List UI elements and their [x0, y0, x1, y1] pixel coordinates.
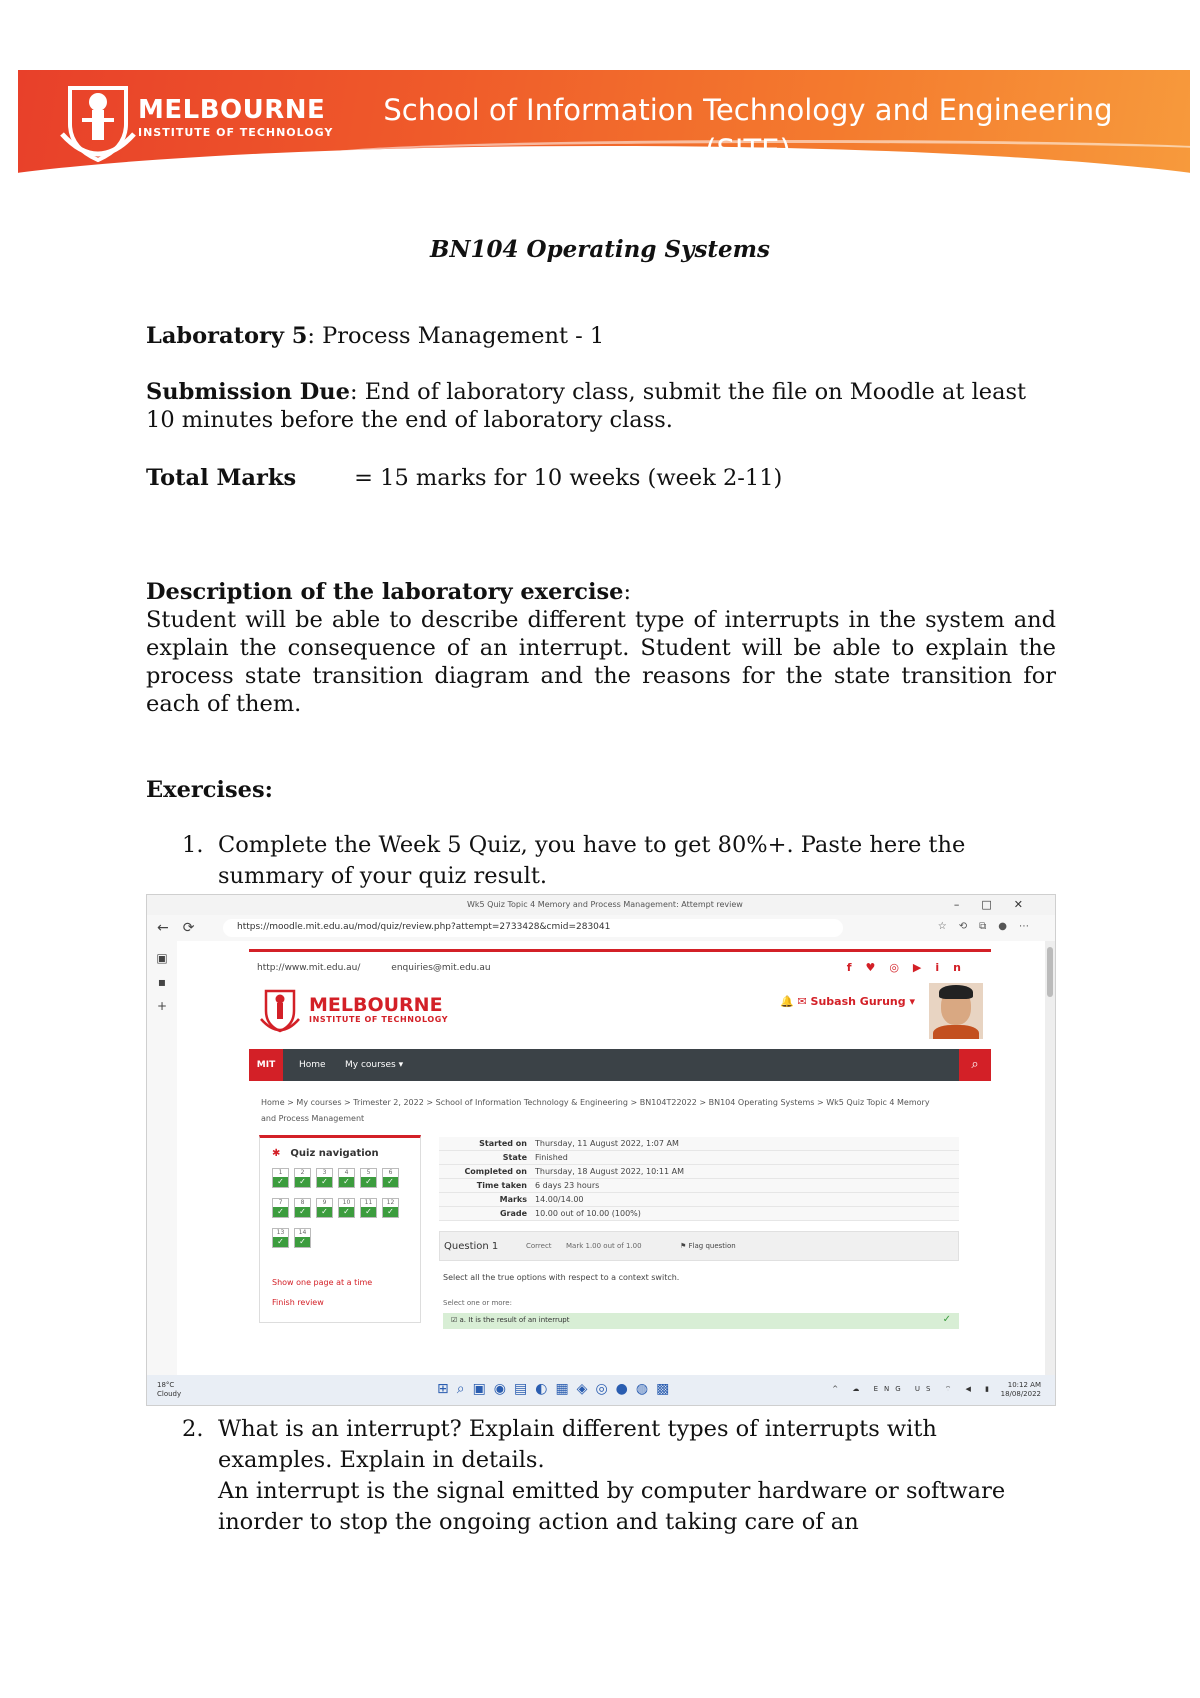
summary-key: Time taken [476, 1181, 527, 1190]
bookmark-icon: ▪ [157, 975, 167, 989]
quiz-result-screenshot [146, 894, 1056, 1406]
asterisk-icon: ✱ [272, 1148, 281, 1159]
question-number: Question 1 [444, 1241, 499, 1252]
checkmark-icon: ✓ [273, 1237, 288, 1247]
mit-crest-logo [56, 78, 140, 166]
quiz-question-button: 11 ✓ [360, 1198, 377, 1218]
description-label: Description of the laboratory exercise [146, 579, 624, 605]
description-colon: : [623, 579, 632, 605]
search-icon: ⌕ [959, 1049, 991, 1081]
question-header [439, 1231, 959, 1261]
language-indicator: ENG US [873, 1385, 937, 1393]
user-menu: 🔔 ✉ Subash Gurung ▾ [779, 995, 915, 1008]
clock-time: 10:12 AM [1007, 1381, 1041, 1389]
summary-row [439, 1207, 959, 1221]
checkmark-icon: ✓ [295, 1177, 310, 1187]
checkmark-icon: ✓ [295, 1207, 310, 1217]
quiz-question-button: 7 ✓ [272, 1198, 289, 1218]
avatar [929, 983, 983, 1039]
flag-question: ⚑ Flag question [680, 1242, 736, 1250]
clock-date: 18/08/2022 [1000, 1390, 1041, 1398]
browser-toolbar-icons: ☆⟲⧉●⋯ [937, 921, 1041, 932]
summary-value: 6 days 23 hours [535, 1181, 600, 1190]
quiz-nav-title [272, 1148, 379, 1159]
marks-label: Total Marks [146, 465, 297, 491]
description-section [146, 578, 1056, 718]
user-name: Subash Gurung [810, 995, 906, 1008]
checkmark-icon: ✓ [383, 1207, 398, 1217]
quiz-question-button: 14 ✓ [294, 1228, 311, 1248]
list-item [146, 1414, 1056, 1538]
summary-row [439, 1179, 959, 1193]
mit-crest-logo-small [259, 987, 301, 1037]
taskbar-clock [1001, 1381, 1041, 1399]
summary-key: Marks [499, 1195, 527, 1204]
checkmark-icon: ✓ [361, 1207, 376, 1217]
plus-icon: + [156, 999, 168, 1013]
website-link: http://www.mit.edu.au/ [257, 963, 361, 973]
header-banner [18, 70, 1190, 176]
summary-value: Thursday, 18 August 2022, 10:11 AM [535, 1167, 684, 1176]
logo-line-2: INSTITUTE OF TECHNOLOGY [138, 126, 334, 139]
quiz-question-button: 8 ✓ [294, 1198, 311, 1218]
summary-key: Started on [479, 1139, 527, 1148]
logo-line-1: MELBOURNE [138, 95, 326, 125]
window-controls: –□✕ [953, 898, 1045, 911]
list-item-text: What is an interrupt? Explain different types of interrupts with examples. Explain in details. [218, 1416, 937, 1473]
answer-option-a-text: a. It is the result of an interrupt [459, 1316, 570, 1324]
moodle-wordmark [309, 995, 448, 1024]
checkmark-icon: ✓ [339, 1177, 354, 1187]
browser-address-bar [147, 915, 1055, 941]
list-item [146, 830, 1056, 892]
browser-titlebar [147, 895, 1055, 915]
moodle-logo-line-2: INSTITUTE OF TECHNOLOGY [309, 1015, 449, 1024]
quiz-question-button: 6 ✓ [382, 1168, 399, 1188]
nav-home: Home [299, 1060, 326, 1070]
summary-row [439, 1193, 959, 1207]
url-field: https://moodle.mit.edu.au/mod/quiz/review.php?attempt=2733428&cmid=283041 [223, 919, 843, 937]
checkmark-icon: ✓ [383, 1177, 398, 1187]
lab-title [146, 322, 1056, 350]
submission-due [146, 378, 1056, 434]
moodle-navbar [249, 1049, 991, 1081]
summary-key: Grade [499, 1209, 527, 1218]
lab-label: Laboratory 5 [146, 323, 308, 349]
browser-sidebar [147, 941, 177, 1375]
answer-text: An interrupt is the signal emitted by computer hardware or software inorder to stop the ongoing action and taking care of an [218, 1478, 1006, 1535]
exercises-heading-text: Exercises: [146, 777, 273, 803]
system-tray: ^ ☁ ENG US ⌔ ◀ ▮ [832, 1385, 995, 1393]
checkmark-icon: ✓ [273, 1207, 288, 1217]
moodle-page [177, 941, 1045, 1375]
list-item-text: Complete the Week 5 Quiz, you have to get 80%+. Paste here the summary of your quiz result. [218, 832, 966, 889]
back-refresh-icons: ←⟳ [157, 920, 209, 936]
top-red-line [249, 949, 991, 952]
checkmark-icon: ✓ [317, 1177, 332, 1187]
question-text: Select all the true options with respect to a context switch. [443, 1273, 680, 1282]
quiz-question-button: 2 ✓ [294, 1168, 311, 1188]
email-link: enquiries@mit.edu.au [391, 963, 491, 973]
windows-taskbar [147, 1375, 1055, 1405]
lab-text: : Process Management - 1 [307, 323, 605, 349]
quiz-question-button: 5 ✓ [360, 1168, 377, 1188]
checkmark-icon: ✓ [339, 1207, 354, 1217]
school-name-line-1: School of Information Technology and Engineering [383, 93, 1113, 127]
weather-temp: 18°C [157, 1381, 175, 1389]
summary-value: 10.00 out of 10.00 (100%) [535, 1209, 641, 1218]
select-hint: Select one or more: [443, 1299, 512, 1307]
social-icons: f♥◎▶in [846, 961, 975, 974]
summary-row [439, 1137, 959, 1151]
quiz-question-button: 9 ✓ [316, 1198, 333, 1218]
quiz-nav-title-text: Quiz navigation [290, 1148, 379, 1159]
summary-row [439, 1151, 959, 1165]
list-item-number: 1. [182, 832, 204, 858]
submission-label: Submission Due [146, 379, 350, 405]
nav-my-courses: My courses ▾ [345, 1060, 404, 1070]
nav-mit: MIT [249, 1049, 283, 1081]
scrollbar [1045, 941, 1055, 1375]
quiz-question-button: 12 ✓ [382, 1198, 399, 1218]
course-title: BN104 Operating Systems [430, 236, 770, 263]
summary-value: Thursday, 11 August 2022, 1:07 AM [535, 1139, 679, 1148]
checkmark-icon: ✓ [273, 1177, 288, 1187]
checkmark-icon: ✓ [942, 1314, 951, 1325]
contact-bar [257, 963, 519, 973]
quiz-question-button: 10 ✓ [338, 1198, 355, 1218]
checkmark-icon: ✓ [295, 1237, 310, 1247]
finish-review-link: Finish review [272, 1298, 324, 1307]
summary-value: Finished [535, 1153, 568, 1162]
moodle-logo-line-1: MELBOURNE [309, 994, 443, 1016]
tab-icon: ▣ [156, 951, 168, 965]
show-one-page-link: Show one page at a time [272, 1278, 373, 1287]
quiz-navigation-block [259, 1135, 421, 1323]
question-marks: Mark 1.00 out of 1.00 [566, 1242, 642, 1250]
question-status: Correct [526, 1242, 552, 1250]
exercises-heading [146, 776, 1056, 804]
window-title: Wk5 Quiz Topic 4 Memory and Process Management: Attempt review [467, 900, 743, 909]
checkmark-icon: ✓ [361, 1177, 376, 1187]
mit-wordmark [138, 96, 333, 139]
description-text: Student will be able to describe different type of interrupts in the system and explain the consequence of an interrupt. Student will be able to explain the process state transition diagram and the reasons for the state transition for each of them. [146, 607, 1056, 717]
quiz-question-button: 1 ✓ [272, 1168, 289, 1188]
attempt-summary-table [439, 1137, 959, 1221]
checkmark-icon: ✓ [317, 1207, 332, 1217]
answer-option-a: ☑ a. It is the result of an interrupt ✓ [443, 1313, 959, 1329]
taskbar-app-icons: ⊞⌕▣◉▤◐▦◈◎●◍▩ [437, 1381, 678, 1397]
marks-text: = 15 marks for 10 weeks (week 2-11) [354, 465, 783, 491]
summary-value: 14.00/14.00 [535, 1195, 584, 1204]
weather-widget [157, 1381, 181, 1399]
summary-key: Completed on [464, 1167, 527, 1176]
weather-desc: Cloudy [157, 1390, 182, 1398]
submission-text: : End of laboratory class, submit the file on Moodle at least 10 minutes before the end of laboratory class. [146, 379, 1027, 433]
quiz-question-button: 13 ✓ [272, 1228, 289, 1248]
quiz-question-button: 4 ✓ [338, 1168, 355, 1188]
flag-question-label: Flag question [688, 1242, 736, 1250]
list-item-number: 2. [182, 1416, 204, 1442]
summary-row [439, 1165, 959, 1179]
breadcrumb: Home > My courses > Trimester 2, 2022 > School of Information Technology & Engineering > BN104T22022 > BN104 Operating Systems > Wk5 Quiz Topic 4 Memory and Process Management [261, 1098, 930, 1123]
summary-key: State [502, 1153, 527, 1162]
quiz-question-button: 3 ✓ [316, 1168, 333, 1188]
total-marks [146, 464, 1056, 492]
